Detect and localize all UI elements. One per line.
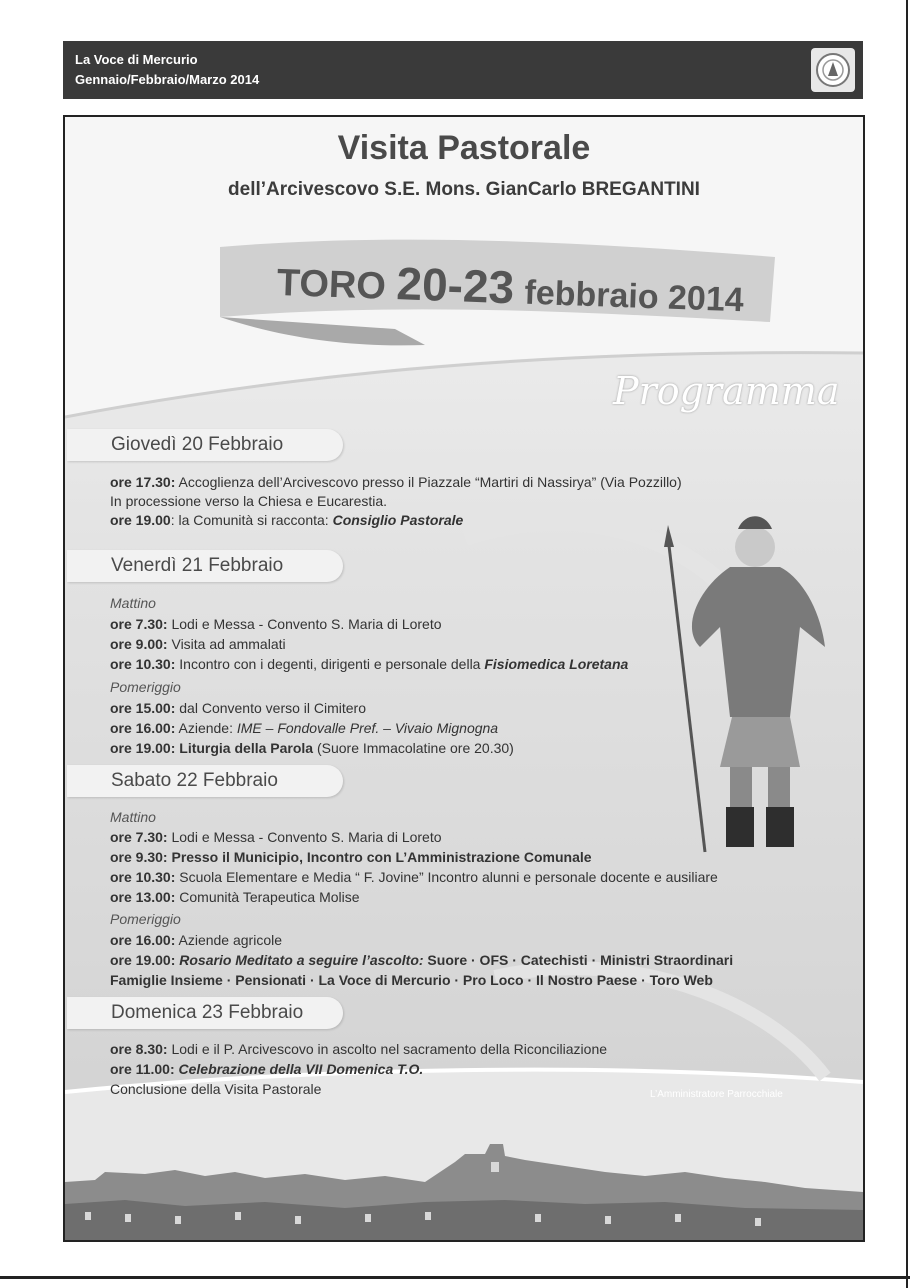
publication-name: La Voce di Mercurio [75,52,198,67]
line-bold: Liturgia della Parola [175,740,314,756]
line-text: Conclusione della Visita Pastorale [110,1081,322,1097]
day-heading-sabato: Sabato 22 Febbraio [67,765,343,797]
program-line [110,512,463,528]
line-emphasis: Rosario Meditato a seguire l’ascolto: [175,952,424,968]
line-text: Scuola Elementare e Media “ F. Jovine” Incontro alunni e personale docente e ausiliare [175,869,718,885]
town-skyline-image [65,1142,863,1240]
section-pomeriggio: Pomeriggio [110,679,181,695]
section-pomeriggio: Pomeriggio [110,911,181,927]
poster-subtitle: dell’Arcivescovo S.E. Mons. GianCarlo BREGANTINI [228,179,700,200]
line-emphasis: Consiglio Pastorale [332,512,464,528]
visit-poster [63,115,865,1242]
banner-month-year: febbraio 2014 [523,273,745,320]
time-label: ore 19.00: [110,952,176,968]
program-line [110,616,442,632]
line-bold: Famiglie Insieme · Pensionati · La Voce di Mercurio · Pro Loco · Il Nostro Paese · Toro Web [110,972,713,988]
time-label: ore 16.00: [110,720,176,736]
mercury-logo-icon [811,48,855,92]
line-text: Aziende: [175,720,237,736]
line-text: Lodi e il P. Arcivescovo in ascolto nel sacramento della Riconciliazione [167,1041,608,1057]
line-text: Aziende agricole [175,932,283,948]
issue-date: Gennaio/Febbraio/Marzo 2014 [75,72,260,87]
program-line [110,1041,607,1057]
time-label: ore 19.00: [110,740,176,756]
program-line [110,700,366,716]
saint-statue-image [660,507,830,872]
program-line [110,1081,321,1097]
program-line [110,656,628,672]
line-emphasis: Fisiomedica Loretana [484,656,629,672]
time-label: ore 9.30: [110,849,168,865]
time-label: ore 10.30: [110,656,176,672]
time-label: ore 16.00: [110,932,176,948]
program-line [110,932,282,948]
page-border-bottom [0,1276,910,1279]
line-text: : la Comunità si racconta: [170,512,333,528]
program-line [110,889,360,905]
time-label: ore 19.00 [110,512,171,528]
program-line [110,952,733,968]
banner-town: TORO [276,262,387,308]
time-label: ore 9.00: [110,636,168,652]
time-label: ore 8.30: [110,1041,168,1057]
line-bold: Presso il Municipio, Incontro con L’Amministrazione Comunale [167,849,592,865]
time-label: ore 13.00: [110,889,176,905]
line-text: In processione verso la Chiesa e Eucarestia. [110,493,388,509]
time-label: ore 10.30: [110,869,176,885]
line-italic: IME – Fondovalle Pref. – Vivaio Mignogna [236,720,499,736]
program-line [110,849,592,865]
time-label: ore 17.30: [110,474,176,490]
program-line [110,720,498,736]
line-emphasis: Celebrazione della VII Domenica T.O. [174,1061,424,1077]
time-label: ore 15.00: [110,700,176,716]
banner-days: 20-23 [395,257,516,314]
page-border-right [906,0,908,1288]
time-label: ore 11.00: [110,1061,175,1077]
time-label: ore 7.30: [110,829,168,845]
line-text: Incontro con i degenti, dirigenti e personale della [175,656,485,672]
line-text: Comunità Terapeutica Molise [175,889,360,905]
program-line [110,829,442,845]
signature: L’Amministratore Parrocchiale [650,1089,783,1100]
section-mattino: Mattino [110,809,156,825]
day-heading-giovedi: Giovedì 20 Febbraio [67,429,343,461]
line-text: (Suore Immacolatine ore 20.30) [313,740,514,756]
page-header [63,41,863,99]
poster-title: Visita Pastorale [337,129,591,167]
program-line [110,493,387,509]
program-line [110,869,718,885]
section-mattino: Mattino [110,595,156,611]
program-line [110,636,286,652]
line-text: Accoglienza dell’Arcivescovo presso il Piazzale “Martiri di Nassirya” (Via Pozzillo) [175,474,682,490]
program-line [110,1061,423,1077]
day-heading-domenica: Domenica 23 Febbraio [67,997,343,1029]
line-text: Visita ad ammalati [167,636,286,652]
line-text: Lodi e Messa - Convento S. Maria di Loreto [167,829,442,845]
line-text: Lodi e Messa - Convento S. Maria di Loreto [167,616,442,632]
day-heading-venerdi: Venerdì 21 Febbraio [67,550,343,582]
program-line [110,740,514,756]
programma-heading: Programma [613,369,840,413]
time-label: ore 7.30: [110,616,168,632]
line-text: dal Convento verso il Cimitero [175,700,367,716]
program-line [110,474,682,490]
line-bold: Suore · OFS · Catechisti · Ministri Straordinari [423,952,734,968]
program-line [110,972,713,988]
